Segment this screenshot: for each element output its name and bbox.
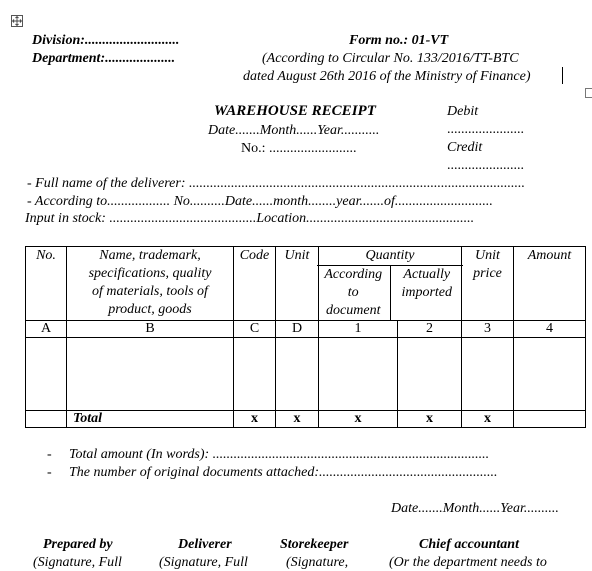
total-mark: x: [276, 411, 319, 428]
signer-note: (Or the department needs to: [389, 555, 547, 570]
header-quantity: [319, 247, 462, 321]
index-cell: C: [234, 321, 276, 338]
division-field: Division:...........................: [32, 33, 180, 48]
index-cell: D: [276, 321, 319, 338]
header-unit: Unit: [276, 247, 319, 321]
total-in-words-line: Total amount (In words): ...............................................................................: [69, 447, 490, 462]
bullet-marker: -: [47, 447, 52, 462]
table-index-row: [26, 321, 586, 338]
original-documents-line: The number of original documents attached:...................................................: [69, 465, 498, 480]
receipt-number-line: No.: .........................: [241, 141, 357, 156]
total-cell: [514, 411, 586, 428]
form-number: Form no.: 01-VT: [349, 33, 449, 48]
header-name: Name, trademark, specifications, quality of materials, tools of product, goods: [67, 247, 234, 321]
credit-label: Credit: [447, 140, 483, 155]
text-cursor: [562, 67, 563, 84]
department-field: Department:....................: [32, 51, 176, 66]
total-cell: [26, 411, 67, 428]
table-row: [26, 338, 586, 411]
total-mark: x: [462, 411, 514, 428]
signer-chief-accountant: Chief accountant: [419, 537, 519, 552]
footer-date-line: Date.......Month......Year..........: [391, 501, 559, 516]
table-cell[interactable]: [319, 338, 398, 411]
table-cell[interactable]: [276, 338, 319, 411]
table-cell[interactable]: [26, 338, 67, 411]
table-resize-handle[interactable]: [585, 88, 592, 98]
deliverer-name-field: - Full name of the deliverer: ................................................................................................: [27, 176, 525, 191]
table-header-row: [26, 247, 586, 321]
header-code: Code: [234, 247, 276, 321]
debit-label: Debit: [447, 104, 479, 119]
index-cell: B: [67, 321, 234, 338]
input-in-stock-field: Input in stock: ..........................................Location................................................: [25, 211, 475, 226]
signer-note: (Signature,: [286, 555, 349, 570]
index-cell: 1: [319, 321, 398, 338]
table-cell[interactable]: [514, 338, 586, 411]
receipt-date-line: Date.......Month......Year...........: [208, 123, 380, 138]
document-title: WAREHOUSE RECEIPT: [214, 103, 376, 119]
total-mark: x: [319, 411, 398, 428]
according-to-field: - According to.................. No..........Date......month........year.......of............................: [27, 194, 493, 209]
table-move-handle-icon[interactable]: [11, 15, 23, 27]
signer-note: (Signature, Full: [33, 555, 122, 570]
header-according-to-document: According to document: [317, 266, 391, 320]
header-amount: Amount: [514, 247, 586, 321]
table-cell[interactable]: [398, 338, 462, 411]
signer-prepared-by: Prepared by: [43, 537, 113, 552]
index-cell: A: [26, 321, 67, 338]
total-mark: x: [234, 411, 276, 428]
signer-deliverer: Deliverer: [178, 537, 232, 552]
table-cell[interactable]: [462, 338, 514, 411]
header-quantity-title: Quantity: [317, 247, 463, 266]
index-cell: 2: [398, 321, 462, 338]
signer-storekeeper: Storekeeper: [280, 537, 349, 552]
table-cell[interactable]: [234, 338, 276, 411]
table-total-row: [26, 411, 586, 428]
bullet-marker: -: [47, 465, 52, 480]
circular-reference-line2: dated August 26th 2016 of the Ministry of Finance): [243, 69, 531, 84]
items-table: [25, 246, 586, 428]
table-cell[interactable]: [67, 338, 234, 411]
index-cell: 4: [514, 321, 586, 338]
total-label: Total: [67, 411, 234, 428]
header-actually-imported: Actually imported: [401, 267, 453, 300]
credit-dots: ......................: [447, 158, 524, 173]
header-unit-price: Unit price: [462, 247, 514, 321]
total-mark: x: [398, 411, 462, 428]
debit-dots: ......................: [447, 122, 524, 137]
signer-note: (Signature, Full: [159, 555, 248, 570]
index-cell: 3: [462, 321, 514, 338]
circular-reference-line1: (According to Circular No. 133/2016/TT-BTC: [262, 51, 519, 66]
header-no: No.: [26, 247, 67, 321]
